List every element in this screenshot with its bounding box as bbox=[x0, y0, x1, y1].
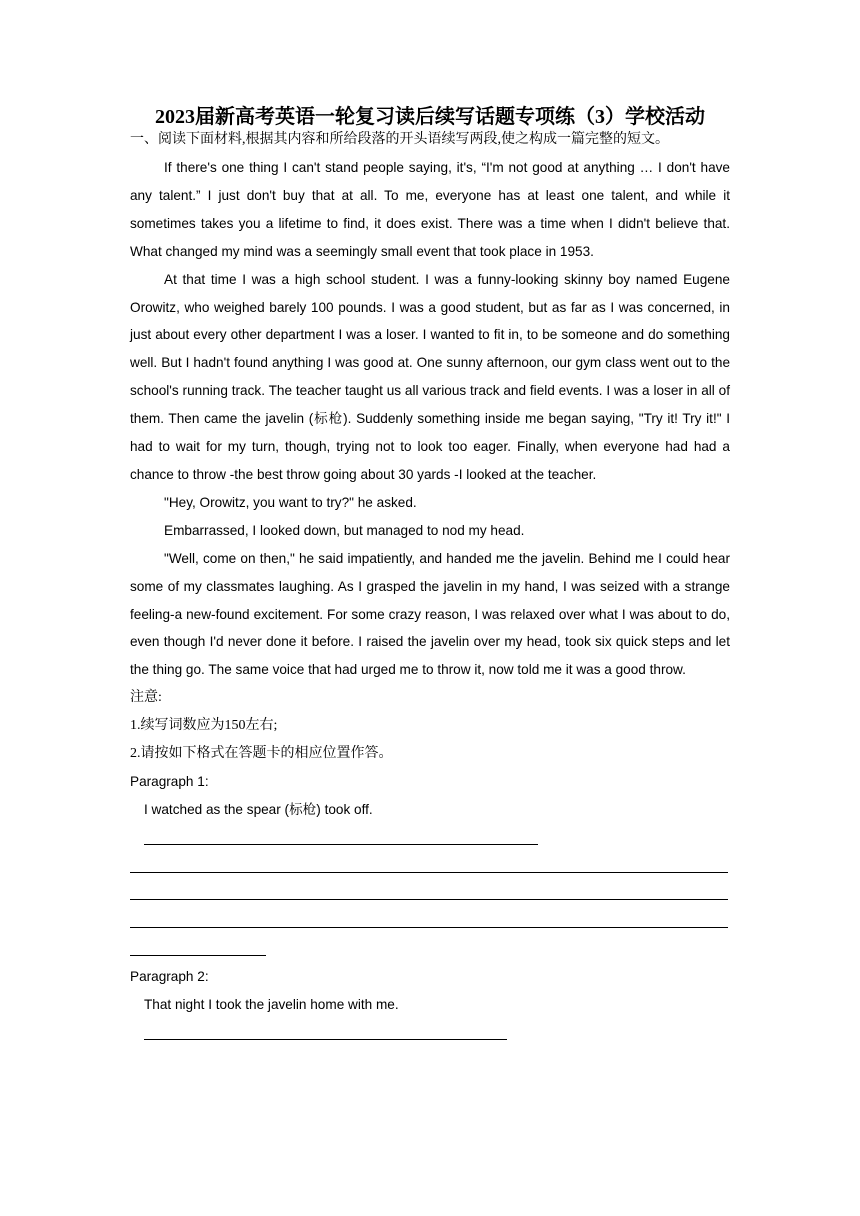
story-paragraph-3: "Hey, Orowitz, you want to try?" he asked. bbox=[164, 494, 417, 510]
answer-line bbox=[130, 880, 730, 908]
answer-line bbox=[130, 1019, 730, 1047]
note-item-2: 2.请按如下格式在答题卡的相应位置作答。 bbox=[130, 746, 393, 762]
story-paragraph-4: Embarrassed, I looked down, but managed to nod my head. bbox=[164, 522, 525, 538]
answer-line bbox=[130, 907, 730, 935]
story-paragraph-2: At that time I was a high school student. I was a funny-looking skinny boy named Eugene Orowitz, who weighed barely 100 pounds. I was a good student, but as far as I was concerned, in just about every other department I was a loser. I wanted to fit in, to be someone and do something well. But I hadn't found anything I was good at. One sunny afternoon, our gym class went out to the school's running track. The teacher taught us all various track and field events. I was a loser in all of them. Then came the javelin (标枪). Suddenly something inside me began saying, "Try it! Try it!" I had to wait for my turn, though, trying not to look too eager. Finally, when everyone had had a chance to throw -the best throw going about 30 yards -I looked at the teacher. bbox=[130, 271, 730, 482]
answer-line bbox=[130, 852, 730, 880]
document-page bbox=[130, 104, 730, 1047]
notes-heading: 注意: bbox=[130, 690, 162, 706]
paragraph-1-opening: I watched as the spear (标枪) took off. bbox=[144, 801, 373, 817]
task-instruction: 一、阅读下面材料,根据其内容和所给段落的开头语续写两段,使之构成一篇完整的短文。 bbox=[130, 132, 669, 147]
answer-line bbox=[130, 935, 730, 963]
paragraph-1-label: Paragraph 1: bbox=[130, 773, 209, 789]
document-title: 2023届新高考英语一轮复习读后续写话题专项练（3）学校活动 bbox=[155, 106, 705, 128]
story-paragraph-1: If there's one thing I can't stand people saying, it's, “I'm not good at anything … I don't have any talent.” I just don't buy that at all. To me, everyone has at least one talent, and while it sometimes takes you a lifetime to find, it does exist. There was a time when I didn't believe that. What changed my mind was a seemingly small event that took place in 1953. bbox=[130, 160, 730, 259]
answer-line bbox=[130, 824, 730, 852]
paragraph-2-label: Paragraph 2: bbox=[130, 969, 209, 985]
note-item-1: 1.续写词数应为150左右; bbox=[130, 718, 278, 734]
story-paragraph-5: "Well, come on then," he said impatiently, and handed me the javelin. Behind me I could hear some of my classmates laughing. As I grasped the javelin in my hand, I was seized with a strange feeling-a new-found excitement. For some crazy reason, I was relaxed over what I was about to do, even though I'd never done it before. I raised the javelin over my head, took six quick steps and let the thing go. The same voice that had urged me to throw it, now told me it was a good throw. bbox=[130, 550, 730, 678]
paragraph-2-opening: That night I took the javelin home with me. bbox=[144, 997, 399, 1013]
